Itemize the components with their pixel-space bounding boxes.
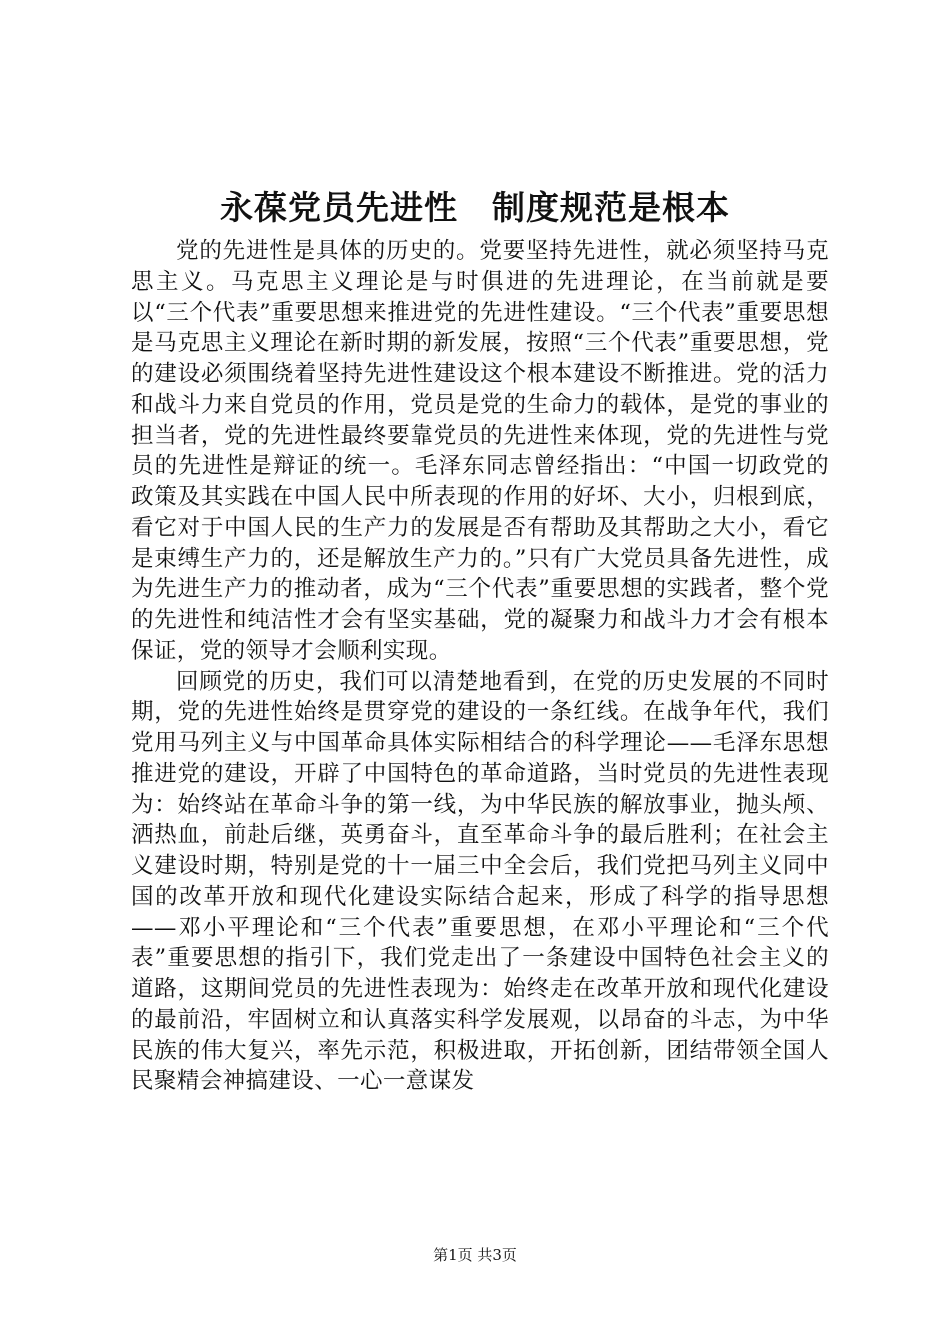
paragraph-1: 党的先进性是具体的历史的。党要坚持先进性，就必须坚持马克思主义。马克思主义理论是与时俱进的先进理论，在当前就是要以“三个代表”重要思想来推进党的先进性建设。“三个代表”重要思想是马克思主义理论在新时期的新发展，按照“三个代表”重要思想，党的建设必须围绕着坚持先进性建设这个根本建设不断推进。党的活力和战斗力来自党员的作用，党员是党的生命力的载体，是党的事业的担当者，党的先进性最终要靠党员的先进性来体现，党的先进性与党员的先进性是辩证的统一。毛泽东同志曾经指出：“中国一切政党的政策及其实践在中国人民中所表现的作用的好坏、大小，归根到底，看它对于中国人民的生产力的发展是否有帮助及其帮助之大小，看它是束缚生产力的，还是解放生产力的。”只有广大党员具备先进性，成为先进生产力的推动者，成为“三个代表”重要思想的实践者，整个党的先进性和纯洁性才会有坚实基础，党的凝聚力和战斗力才会有根本保证，党的领导才会顺利实现。 <box>131 238 829 664</box>
paragraph-2: 回顾党的历史，我们可以清楚地看到，在党的历史发展的不同时期，党的先进性始终是贯穿党的建设的一条红线。在战争年代，我们党用马列主义与中国革命具体实际相结合的科学理论——毛泽东思想推进党的建设，开辟了中国特色的革命道路，当时党员的先进性表现为：始终站在革命斗争的第一线，为中华民族的解放事业，抛头颅、洒热血，前赴后继，英勇奋斗，直至革命斗争的最后胜利；在社会主义建设时期，特别是党的十一届三中全会后，我们党把马列主义同中国的改革开放和现代化建设实际结合起来，形成了科学的指导思想——邓小平理论和“三个代表”重要思想，在邓小平理论和“三个代表”重要思想的指引下，我们党走出了一条建设中国特色社会主义的道路，这期间党员的先进性表现为：始终走在改革开放和现代化建设的最前沿，牢固树立和认真落实科学发展观，以昂奋的斗志，为中华民族的伟大复兴，率先示范，积极进取，开拓创新，团结带领全国人民聚精会神搞建设、一心一意谋发 <box>131 668 829 1095</box>
page-footer: 第1页 共3页 <box>433 1246 517 1264</box>
document-title: 永葆党员先进性 制度规范是根本 <box>220 188 730 227</box>
document-body <box>131 236 829 1097</box>
